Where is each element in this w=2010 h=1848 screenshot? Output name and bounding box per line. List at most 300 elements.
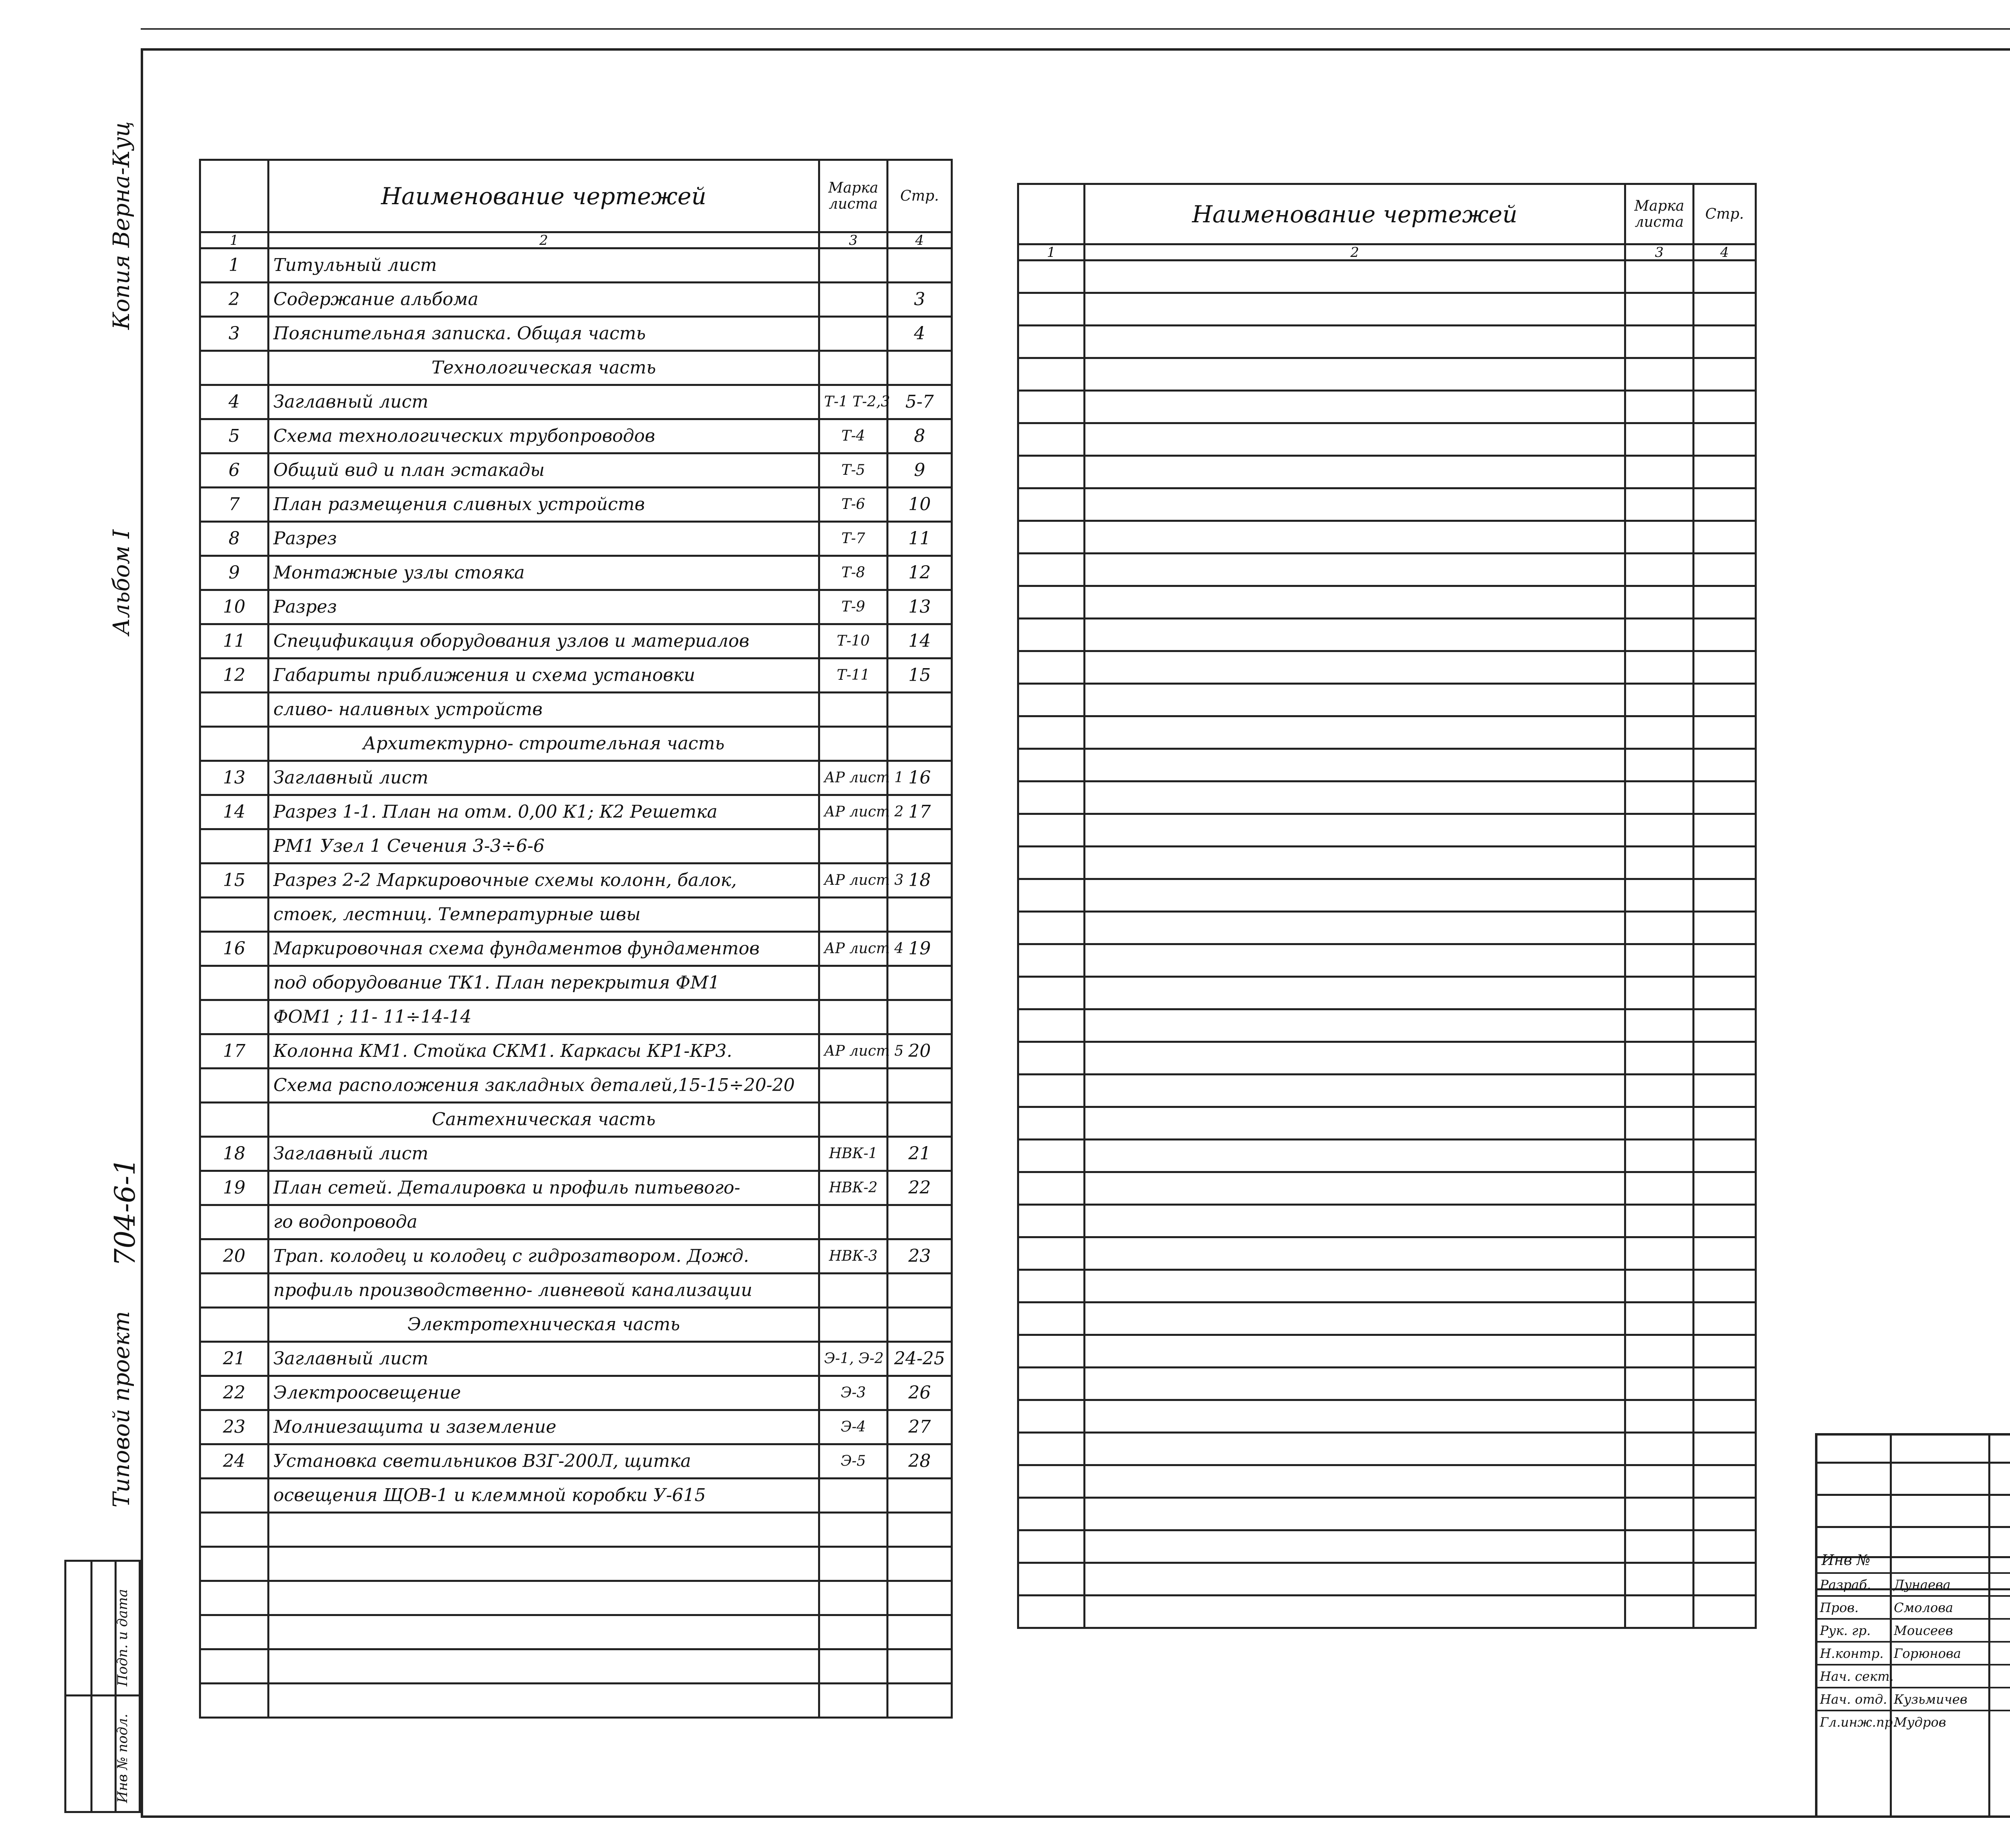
row-page — [888, 1479, 952, 1513]
empty-cell — [1625, 358, 1694, 391]
subheader-col1: 1 — [200, 232, 269, 248]
subheader-col4: 4 — [1694, 244, 1756, 260]
table-row — [200, 1547, 952, 1581]
table-row — [200, 1103, 952, 1137]
table-row — [1018, 1368, 1756, 1400]
empty-cell — [1018, 1075, 1085, 1107]
empty-cell — [1018, 1335, 1085, 1368]
empty-cell — [1018, 716, 1085, 749]
stamp-person: Кузьмичев — [1894, 1692, 1967, 1707]
row-name: Заглавный лист — [269, 761, 819, 795]
table-row — [1018, 586, 1756, 619]
empty-cell — [1694, 1400, 1756, 1433]
row-name — [269, 1581, 819, 1615]
row-name: Общий вид и план эстакады — [269, 453, 819, 488]
empty-cell — [1694, 1009, 1756, 1042]
empty-cell — [1085, 977, 1625, 1009]
table-subheader — [200, 232, 952, 248]
empty-cell — [1018, 977, 1085, 1009]
table-row — [1018, 1563, 1756, 1596]
empty-cell — [1018, 847, 1085, 879]
empty-cell — [1085, 1563, 1625, 1596]
empty-cell — [1085, 326, 1625, 358]
table-row — [200, 1034, 952, 1069]
inv-no-label: Инв № — [1821, 1552, 1871, 1569]
row-page — [888, 1547, 952, 1581]
row-page: 13 — [888, 590, 952, 624]
stamp-role-row — [1817, 1710, 2010, 1734]
row-name — [269, 1615, 819, 1649]
table-row — [1018, 944, 1756, 977]
empty-cell — [1018, 488, 1085, 521]
row-name: ФОМ1 ; 11- 11÷14-14 — [269, 1000, 819, 1034]
subheader-col2: 2 — [269, 232, 819, 248]
row-number: 14 — [200, 795, 269, 829]
row-mark — [819, 1547, 888, 1581]
row-page: 10 — [888, 488, 952, 522]
row-name: под оборудование ТК1. План перекрытия ФМ1 — [269, 966, 819, 1000]
empty-cell — [1694, 260, 1756, 293]
stamp-role: Гл.инж.пр. — [1820, 1715, 1897, 1730]
table-row — [200, 1581, 952, 1615]
row-page: 21 — [888, 1137, 952, 1171]
table-header — [1018, 184, 1756, 244]
empty-cell — [1085, 847, 1625, 879]
table-row — [200, 1615, 952, 1649]
empty-cell — [1085, 488, 1625, 521]
project-code-side: 704-6-1 — [109, 1158, 142, 1266]
row-mark: Т-6 — [819, 488, 888, 522]
empty-cell — [1018, 456, 1085, 488]
empty-cell — [1694, 879, 1756, 912]
row-mark — [819, 966, 888, 1000]
empty-cell — [1625, 1140, 1694, 1172]
row-mark: Э-5 — [819, 1444, 888, 1479]
empty-cell — [1625, 293, 1694, 326]
row-name: Маркировочная схема фундаментов фундаментов — [269, 932, 819, 966]
row-name: профиль производственно- ливневой канализации — [269, 1274, 819, 1308]
empty-cell — [1694, 944, 1756, 977]
empty-cell — [1085, 619, 1625, 651]
stamp-person: Смолова — [1894, 1600, 1953, 1615]
empty-cell — [1085, 293, 1625, 326]
row-number: 24 — [200, 1444, 269, 1479]
stamp-role: Рук. гр. — [1820, 1623, 1871, 1638]
table-row — [200, 248, 952, 283]
empty-cell — [1018, 358, 1085, 391]
empty-cell — [1018, 944, 1085, 977]
empty-cell — [1018, 521, 1085, 554]
row-mark — [819, 898, 888, 932]
stamp-role: Разраб. — [1820, 1577, 1871, 1592]
row-page — [888, 1513, 952, 1547]
row-number: 7 — [200, 488, 269, 522]
table-row — [200, 283, 952, 317]
table-row — [1018, 814, 1756, 847]
row-mark: АР лист 5 — [819, 1034, 888, 1069]
table-row — [200, 1069, 952, 1103]
row-name: Содержание альбома — [269, 283, 819, 317]
empty-cell — [1625, 1498, 1694, 1530]
table-row — [200, 1376, 952, 1410]
empty-cell — [1625, 684, 1694, 716]
empty-cell — [1694, 1302, 1756, 1335]
empty-cell — [1085, 554, 1625, 586]
empty-cell — [1694, 684, 1756, 716]
row-page — [888, 1649, 952, 1684]
table-row — [1018, 912, 1756, 944]
table-row — [200, 1171, 952, 1205]
row-page — [888, 693, 952, 727]
empty-cell — [1085, 1433, 1625, 1465]
empty-cell — [1018, 1433, 1085, 1465]
row-name: Разрез 1-1. План на отм. 0,00 К1; К2 Решетка — [269, 795, 819, 829]
empty-cell — [1085, 423, 1625, 456]
empty-cell — [1625, 1107, 1694, 1140]
empty-cell — [1625, 1563, 1694, 1596]
row-name: Пояснительная записка. Общая часть — [269, 317, 819, 351]
row-mark: Т-11 — [819, 658, 888, 693]
row-mark: АР лист 1 — [819, 761, 888, 795]
row-page: 23 — [888, 1239, 952, 1274]
table-row — [200, 1205, 952, 1239]
row-number: 15 — [200, 863, 269, 898]
empty-cell — [1085, 1009, 1625, 1042]
empty-cell — [1694, 1498, 1756, 1530]
table-row — [1018, 1433, 1756, 1465]
row-page: 8 — [888, 419, 952, 453]
empty-cell — [1625, 1530, 1694, 1563]
row-name: Технологическая часть — [269, 351, 819, 385]
row-name — [269, 1547, 819, 1581]
empty-cell — [1625, 326, 1694, 358]
stamp-person: Дунаева — [1894, 1577, 1951, 1592]
empty-cell — [1625, 716, 1694, 749]
empty-cell — [1018, 781, 1085, 814]
table-row — [1018, 1172, 1756, 1205]
subheader-col1: 1 — [1018, 244, 1085, 260]
table-row — [200, 385, 952, 419]
row-mark: Т-10 — [819, 624, 888, 658]
empty-cell — [1625, 391, 1694, 423]
row-mark — [819, 351, 888, 385]
header-mark: Марка листа — [1625, 184, 1694, 244]
empty-cell — [1018, 1530, 1085, 1563]
row-number — [200, 727, 269, 761]
row-name: Монтажные узлы стояка — [269, 556, 819, 590]
empty-cell — [1625, 1302, 1694, 1335]
row-name: Электроосвещение — [269, 1376, 819, 1410]
empty-cell — [1694, 781, 1756, 814]
empty-cell — [1085, 944, 1625, 977]
empty-cell — [1018, 1302, 1085, 1335]
table-row — [1018, 521, 1756, 554]
row-mark: НВК-2 — [819, 1171, 888, 1205]
row-number: 10 — [200, 590, 269, 624]
row-mark: НВК-3 — [819, 1239, 888, 1274]
empty-cell — [1694, 1042, 1756, 1075]
empty-cell — [1018, 554, 1085, 586]
row-page — [888, 1205, 952, 1239]
row-page — [888, 1615, 952, 1649]
row-mark — [819, 1581, 888, 1615]
row-mark — [819, 1684, 888, 1718]
empty-cell — [1625, 260, 1694, 293]
table-row — [1018, 651, 1756, 684]
table-row — [200, 966, 952, 1000]
row-page — [888, 248, 952, 283]
empty-cell — [1625, 847, 1694, 879]
row-page — [888, 898, 952, 932]
row-name: стоек, лестниц. Температурные швы — [269, 898, 819, 932]
row-page: 27 — [888, 1410, 952, 1444]
row-page — [888, 966, 952, 1000]
table-row — [200, 556, 952, 590]
empty-cell — [1625, 1172, 1694, 1205]
row-number — [200, 1649, 269, 1684]
row-page — [888, 351, 952, 385]
table-row — [1018, 619, 1756, 651]
empty-cell — [1694, 619, 1756, 651]
empty-cell — [1018, 1498, 1085, 1530]
table-subheader — [1018, 244, 1756, 260]
row-page: 9 — [888, 453, 952, 488]
row-number: 17 — [200, 1034, 269, 1069]
table-row — [1018, 1237, 1756, 1270]
row-name: План размещения сливных устройств — [269, 488, 819, 522]
row-mark — [819, 1274, 888, 1308]
row-number — [200, 1581, 269, 1615]
row-page: 4 — [888, 317, 952, 351]
row-page — [888, 1103, 952, 1137]
row-mark: Т-8 — [819, 556, 888, 590]
row-name: Заглавный лист — [269, 1137, 819, 1171]
row-page — [888, 727, 952, 761]
table-row — [200, 1137, 952, 1171]
drawings-list-table-left — [199, 159, 953, 1719]
empty-cell — [1694, 1433, 1756, 1465]
row-name: Заглавный лист — [269, 385, 819, 419]
row-mark — [819, 1000, 888, 1034]
empty-cell — [1694, 1596, 1756, 1628]
row-name: Спецификация оборудования узлов и материалов — [269, 624, 819, 658]
empty-cell — [1018, 912, 1085, 944]
empty-cell — [1625, 781, 1694, 814]
table-row — [1018, 1596, 1756, 1628]
row-page — [888, 1684, 952, 1718]
table-row — [1018, 391, 1756, 423]
table-row — [1018, 1140, 1756, 1172]
row-mark — [819, 248, 888, 283]
row-number: 22 — [200, 1376, 269, 1410]
table-row — [200, 693, 952, 727]
header-num — [200, 160, 269, 232]
row-mark — [819, 1308, 888, 1342]
row-name: Разрез — [269, 522, 819, 556]
empty-cell — [1694, 1075, 1756, 1107]
empty-cell — [1694, 586, 1756, 619]
table-row — [1018, 1302, 1756, 1335]
stamp-role-row — [1817, 1664, 2010, 1688]
row-name: Колонна КМ1. Стойка СКМ1. Каркасы КР1-КР3. — [269, 1034, 819, 1069]
table-row — [1018, 260, 1756, 293]
side-stamp-label-1: Подп. и дата — [115, 1589, 131, 1686]
table-row — [200, 1274, 952, 1308]
row-number — [200, 693, 269, 727]
row-number — [200, 1103, 269, 1137]
stamp-role: Нач. сект. — [1820, 1669, 1894, 1684]
empty-cell — [1018, 814, 1085, 847]
row-number — [200, 351, 269, 385]
table-row — [1018, 488, 1756, 521]
row-page: 5-7 — [888, 385, 952, 419]
empty-cell — [1625, 423, 1694, 456]
empty-cell — [1018, 651, 1085, 684]
stamp-person: Горюнова — [1894, 1646, 1961, 1661]
empty-cell — [1018, 619, 1085, 651]
row-mark: АР лист 3 — [819, 863, 888, 898]
row-number: 3 — [200, 317, 269, 351]
empty-cell — [1625, 879, 1694, 912]
row-page: 15 — [888, 658, 952, 693]
empty-cell — [1625, 1400, 1694, 1433]
stamp-role: Н.контр. — [1820, 1646, 1884, 1661]
empty-cell — [1085, 260, 1625, 293]
row-name: Трап. колодец и колодец с гидрозатвором. Дожд. — [269, 1239, 819, 1274]
row-number — [200, 1205, 269, 1239]
table-row — [1018, 423, 1756, 456]
subheader-col3: 3 — [819, 232, 888, 248]
empty-cell — [1694, 1270, 1756, 1302]
row-number — [200, 1615, 269, 1649]
empty-cell — [1625, 1368, 1694, 1400]
empty-cell — [1694, 1335, 1756, 1368]
table-row — [200, 522, 952, 556]
empty-cell — [1625, 1335, 1694, 1368]
stamp-person: Мудров — [1894, 1715, 1946, 1730]
empty-cell — [1085, 1302, 1625, 1335]
empty-cell — [1085, 1042, 1625, 1075]
row-number: 16 — [200, 932, 269, 966]
empty-cell — [1625, 554, 1694, 586]
table-row — [1018, 326, 1756, 358]
row-mark: АР лист 4 — [819, 932, 888, 966]
row-number: 21 — [200, 1342, 269, 1376]
table-row — [200, 727, 952, 761]
empty-cell — [1085, 456, 1625, 488]
row-mark — [819, 829, 888, 863]
table-row — [200, 1410, 952, 1444]
row-name — [269, 1513, 819, 1547]
row-page: 12 — [888, 556, 952, 590]
table-row — [200, 863, 952, 898]
empty-cell — [1018, 684, 1085, 716]
row-number: 9 — [200, 556, 269, 590]
row-mark — [819, 283, 888, 317]
stamp-role-row — [1817, 1687, 2010, 1711]
table-row — [200, 1513, 952, 1547]
table-row — [200, 1000, 952, 1034]
row-number — [200, 1547, 269, 1581]
empty-cell — [1694, 1205, 1756, 1237]
row-name: Архитектурно- строительная часть — [269, 727, 819, 761]
table-header — [200, 160, 952, 232]
row-page: 28 — [888, 1444, 952, 1479]
empty-cell — [1694, 847, 1756, 879]
row-mark: Т-9 — [819, 590, 888, 624]
header-name: Наименование чертежей — [1085, 184, 1625, 244]
empty-cell — [1625, 1042, 1694, 1075]
empty-cell — [1085, 1270, 1625, 1302]
empty-cell — [1694, 391, 1756, 423]
row-name: сливо- наливных устройств — [269, 693, 819, 727]
row-mark: АР лист 2 — [819, 795, 888, 829]
header-name: Наименование чертежей — [269, 160, 819, 232]
empty-cell — [1018, 1596, 1085, 1628]
drawings-list-table-right — [1017, 183, 1757, 1629]
row-name — [269, 1684, 819, 1718]
row-mark: Э-4 — [819, 1410, 888, 1444]
row-number — [200, 1513, 269, 1547]
empty-cell — [1085, 651, 1625, 684]
empty-cell — [1085, 1075, 1625, 1107]
typical-project-label: Типовой проект — [109, 1311, 135, 1508]
header-page: Стр. — [1694, 184, 1756, 244]
empty-cell — [1018, 1172, 1085, 1205]
table-row — [1018, 1075, 1756, 1107]
empty-cell — [1694, 749, 1756, 781]
table-row — [200, 624, 952, 658]
table-row — [1018, 1009, 1756, 1042]
row-page — [888, 1581, 952, 1615]
table-row — [200, 829, 952, 863]
empty-cell — [1085, 1107, 1625, 1140]
row-page — [888, 1000, 952, 1034]
row-name: Габариты приближения и схема установки — [269, 658, 819, 693]
empty-cell — [1018, 391, 1085, 423]
empty-cell — [1625, 521, 1694, 554]
table-row — [200, 488, 952, 522]
empty-cell — [1625, 456, 1694, 488]
row-number: 19 — [200, 1171, 269, 1205]
row-mark: Т-5 — [819, 453, 888, 488]
table-row — [1018, 1042, 1756, 1075]
empty-cell — [1694, 554, 1756, 586]
row-page: 14 — [888, 624, 952, 658]
table-row — [200, 1444, 952, 1479]
table-row — [1018, 781, 1756, 814]
empty-cell — [1085, 391, 1625, 423]
empty-cell — [1694, 912, 1756, 944]
empty-cell — [1625, 912, 1694, 944]
stamp-role-row — [1817, 1595, 2010, 1620]
row-name: освещения ЩОВ-1 и клеммной коробки У-615 — [269, 1479, 819, 1513]
row-number — [200, 898, 269, 932]
empty-cell — [1694, 456, 1756, 488]
row-page: 11 — [888, 522, 952, 556]
table-row — [1018, 1205, 1756, 1237]
row-mark — [819, 1069, 888, 1103]
row-number: 2 — [200, 283, 269, 317]
row-name — [269, 1649, 819, 1684]
frame-top-line — [141, 28, 2010, 30]
empty-cell — [1085, 1530, 1625, 1563]
empty-cell — [1085, 1465, 1625, 1498]
row-mark: Т-7 — [819, 522, 888, 556]
row-name: Молниезащита и заземление — [269, 1410, 819, 1444]
subheader-col4: 4 — [888, 232, 952, 248]
empty-cell — [1694, 1368, 1756, 1400]
